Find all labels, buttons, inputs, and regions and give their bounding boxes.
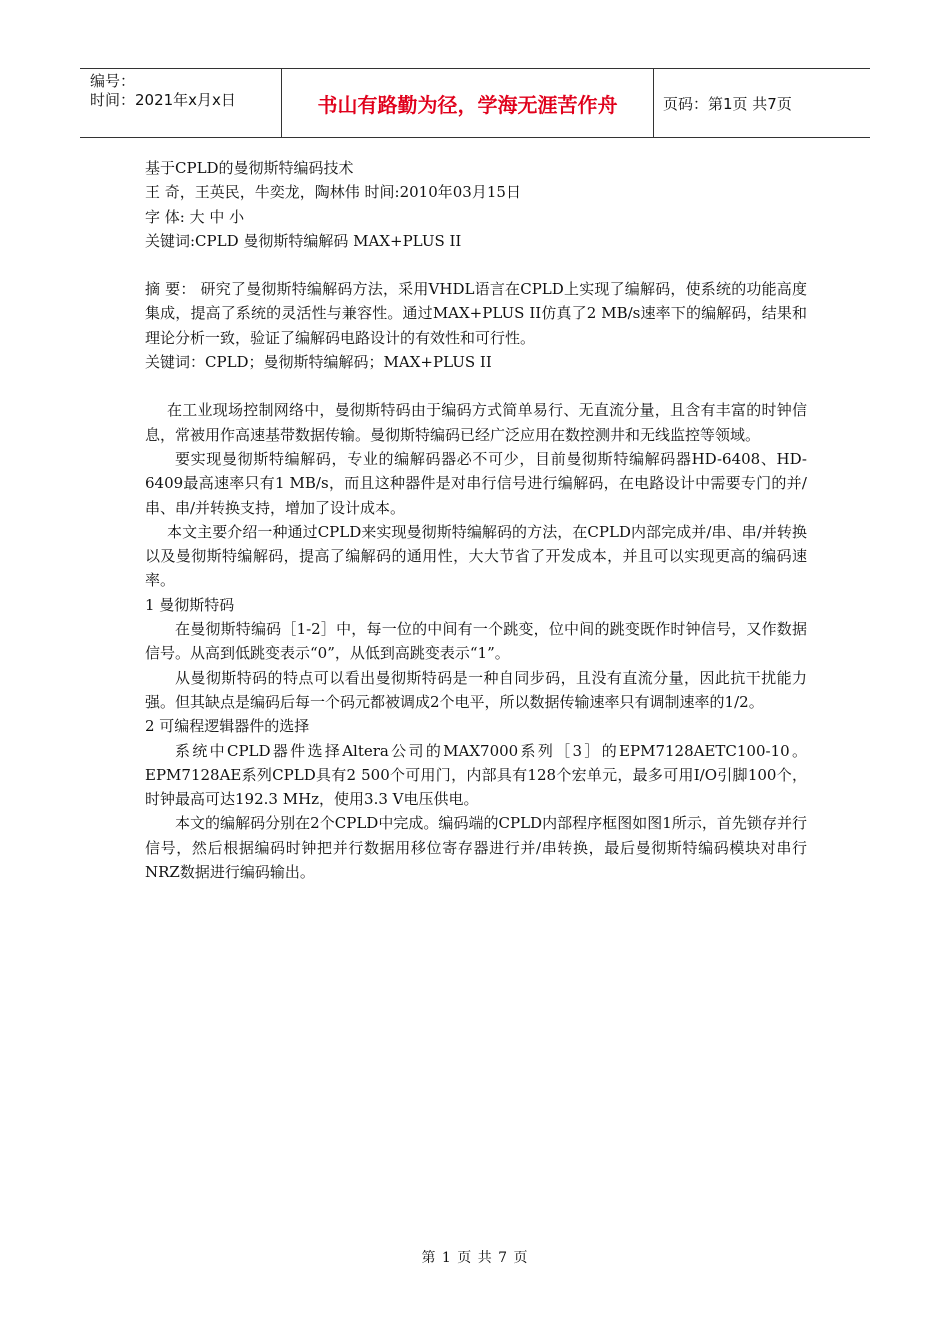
paragraph-5: 从曼彻斯特码的特点可以看出曼彻斯特码是一种自同步码，且没有直流分量，因此抗干扰能力强。但其缺点是编码后每一个码元都被调成2个电平，所以数据传输速率只有调制速率的1/2。 xyxy=(145,668,807,711)
number-label: 编号： xyxy=(90,72,136,90)
article-body xyxy=(145,156,807,884)
spacer xyxy=(145,253,807,277)
abstract: 摘 要： 研究了曼彻斯特编解码方法，采用VHDL语言在CPLD上实现了编解码，使系统的功能高度集成，提高了系统的灵活性与兼容性。通过MAX+PLUS II仿真了2 MB/s速率下的编解码，结果和理论分析一致，验证了编解码电路设计的有效性和可行性。 xyxy=(145,280,807,347)
keywords-secondary: 关键词：CPLD；曼彻斯特编解码；MAX+PLUS II xyxy=(145,353,492,372)
article-title: 基于CPLD的曼彻斯特编码技术 xyxy=(145,159,354,177)
paragraph-7: 本文的编解码分别在2个CPLD中完成。编码端的CPLD内部程序框图如图1所示，首先锁存并行信号，然后根据编码时钟把并行数据用移位寄存器进行并/串转换，最后曼彻斯特编码模块对串行NRZ数据进行编码输出。 xyxy=(145,814,807,882)
spacer xyxy=(145,374,807,398)
paragraph-4: 在曼彻斯特编码［1-2］中，每一位的中间有一个跳变，位中间的跳变既作时钟信号，又作数据信号。从高到低跳变表示“0”，从低到高跳变表示“1”。 xyxy=(145,620,807,663)
article-authors: 王 奇，王英民，牛奕龙，陶林伟 时间:2010年03月15日 xyxy=(145,183,521,202)
document-header xyxy=(80,68,870,138)
font-size-line: 字 体: 大 中 小 xyxy=(145,207,245,226)
paragraph-3: 本文主要介绍一种通过CPLD来实现曼彻斯特编解码的方法，在CPLD内部完成并/串、串/并转换以及曼彻斯特编解码，提高了编解码的通用性，大大节省了开发成本，并且可以实现更高的编码速率。 xyxy=(145,522,807,590)
section-heading-2: 2 可编程逻辑器件的选择 xyxy=(145,717,310,736)
paragraph-2: 要实现曼彻斯特编解码，专业的编解码器必不可少，目前曼彻斯特编解码器HD-6408、HD-6409最高速率只有1 MB/s，而且这种器件是对串行信号进行编解码，在电路设计中需要专门的并/串、串/并转换支持，增加了设计成本。 xyxy=(145,449,807,517)
motto: 书山有路勤为径，学海无涯苦作舟 xyxy=(317,92,618,117)
page-footer: 第 1 页 共 7 页 xyxy=(421,1250,529,1266)
header-page-info: 页码：第1页 共7页 xyxy=(663,94,792,113)
paragraph-1: 在工业现场控制网络中，曼彻斯特码由于编码方式简单易行、无直流分量，且含有丰富的时钟信息，常被用作高速基带数据传输。曼彻斯特编码已经广泛应用在数控测井和无线监控等领域。 xyxy=(145,401,807,444)
paragraph-6: 系统中CPLD器件选择Altera公司的MAX7000系列［3］的EPM7128AETC100-10。EPM7128AE系列CPLD具有2 500个可用门，内部具有128个宏单元，最多可用I/O引脚100个，时钟最高可达192.3 MHz，使用3.3 V电压供电。 xyxy=(145,741,807,809)
date-line: 时间：2021年x月x日 xyxy=(90,91,236,109)
keywords-line: 关键词:CPLD 曼彻斯特编解码 MAX+PLUS II xyxy=(145,231,462,250)
header-meta-cell xyxy=(80,69,282,137)
header-motto-cell xyxy=(282,69,654,137)
section-heading-1: 1 曼彻斯特码 xyxy=(145,595,235,614)
